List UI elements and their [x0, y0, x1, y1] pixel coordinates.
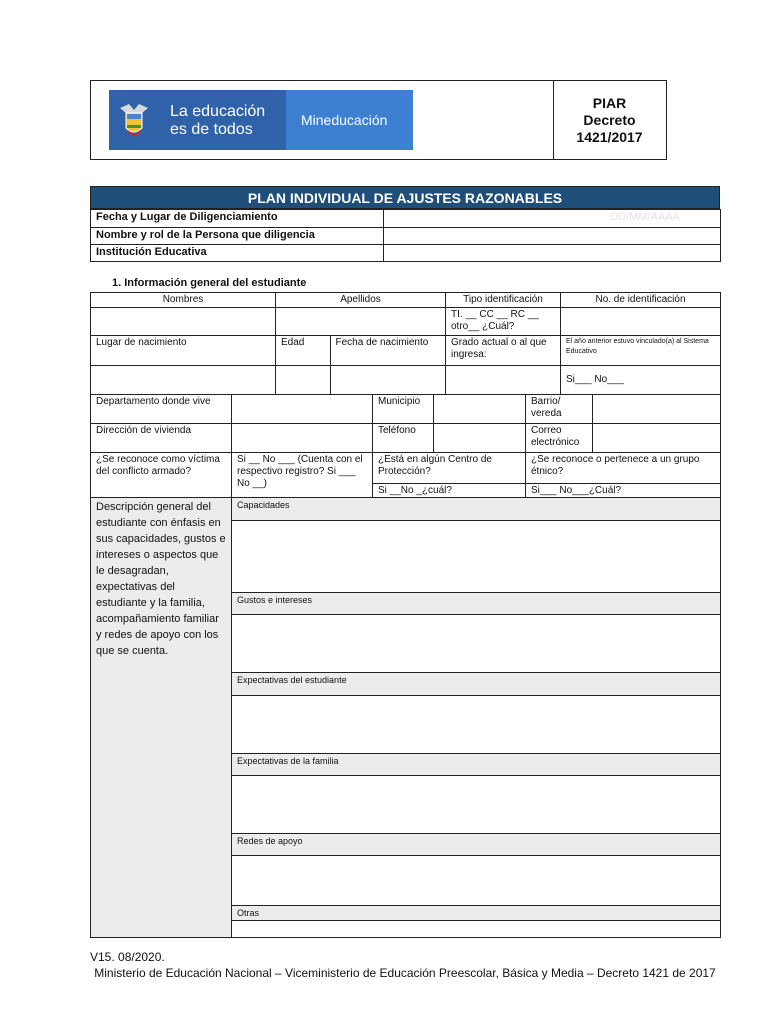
- age-field[interactable]: [276, 366, 330, 394]
- section-1-title: 1. Información general del estudiante: [112, 277, 307, 289]
- birthdate-label: Fecha de nacimiento: [335, 337, 429, 348]
- family-expectations-field[interactable]: [232, 776, 721, 834]
- doc-title-1: PIAR: [592, 94, 627, 111]
- person-role-label: Nombre y rol de la Persona que diligencia: [91, 228, 384, 245]
- others-label: Otras: [232, 906, 721, 921]
- capacities-label: Capacidades: [232, 498, 721, 521]
- protection-options[interactable]: Si __No _¿cuál?: [373, 484, 526, 499]
- municipality-field[interactable]: [434, 395, 526, 424]
- support-networks-field[interactable]: [232, 856, 721, 906]
- version-text: V15. 08/2020.: [90, 950, 165, 964]
- mineducacion-banner: [109, 90, 423, 150]
- others-field[interactable]: [232, 921, 721, 938]
- birthdate-field[interactable]: [330, 366, 445, 394]
- likes-field[interactable]: [232, 615, 721, 673]
- student-description-table: [90, 497, 721, 938]
- birthplace-label: Lugar de nacimiento: [91, 336, 276, 366]
- student-location-table: [90, 394, 721, 453]
- protection-question: ¿Está en algún Centro de Protección?: [373, 453, 526, 484]
- student-expectations-field[interactable]: [232, 696, 721, 754]
- slogan-line-2: es de todos: [170, 121, 253, 138]
- likes-label: Gustos e intereses: [232, 593, 721, 615]
- document-code: [553, 81, 666, 159]
- ministry-text: Ministerio de Educación Nacional – Viceministerio de Educación Preescolar, Básica y Media – Decreto 1421 de 2017: [94, 966, 716, 980]
- age-label: Edad: [276, 336, 330, 365]
- family-expectations-label: Expectativas de la familia: [232, 754, 721, 776]
- header-names: Nombres: [91, 293, 276, 308]
- student-identity-table: [90, 292, 721, 395]
- neighborhood-label: Barrio/ vereda: [526, 395, 593, 424]
- slogan-line-1: La educación: [170, 103, 266, 120]
- surnames-field[interactable]: [276, 308, 446, 336]
- phone-label: Teléfono: [373, 424, 434, 453]
- grade-field[interactable]: [446, 366, 561, 395]
- birthplace-field[interactable]: [91, 366, 276, 395]
- department-field[interactable]: [232, 395, 373, 424]
- header-id-type: Tipo identificación: [446, 293, 561, 308]
- ethnic-options[interactable]: Si___ No___¿Cuál?: [526, 484, 721, 499]
- date-field[interactable]: DD/MM/AAAA: [384, 210, 721, 228]
- victim-question: ¿Se reconoce como víctima del conflicto armado?: [91, 453, 232, 499]
- person-role-field[interactable]: [384, 228, 721, 245]
- municipality-label: Municipio: [373, 395, 434, 424]
- doc-title-2: Decreto: [583, 111, 636, 128]
- doc-title-3: 1421/2017: [576, 128, 643, 145]
- previous-year-label: El año anterior estuvo vinculado(a) al Sistema Educativo: [561, 336, 721, 366]
- colombia-coat-of-arms-icon: [109, 90, 159, 150]
- address-field[interactable]: [232, 424, 373, 453]
- email-field[interactable]: [593, 424, 721, 453]
- student-expectations-label: Expectativas del estudiante: [232, 673, 721, 696]
- previous-year-options[interactable]: Si___ No___: [561, 366, 721, 395]
- neighborhood-field[interactable]: [593, 395, 721, 424]
- student-status-table: [90, 452, 721, 499]
- victim-options[interactable]: Si __ No ___ (Cuenta con el respectivo registro? Si ___ No __): [232, 453, 373, 499]
- phone-field[interactable]: [434, 424, 526, 453]
- description-label: Descripción general del estudiante con énfasis en sus capacidades, gustos e intereses o aspectos que le desagradan, expectativas del estudiante y la familia, acompañamiento familiar y redes de apoyo con los que se cuenta.: [91, 498, 232, 938]
- department-label: Departamento donde vive: [91, 395, 232, 424]
- address-label: Dirección de vivienda: [91, 424, 232, 453]
- institution-field[interactable]: [384, 245, 721, 262]
- slogan: [159, 90, 286, 150]
- logo-area: [91, 81, 554, 159]
- header-surnames: Apellidos: [276, 293, 446, 308]
- id-type-options[interactable]: TI. __ CC __ RC __ otro__ ¿Cuál?: [446, 308, 561, 336]
- institution-label: Institución Educativa: [91, 245, 384, 262]
- brand-name: Mineducación: [286, 90, 413, 150]
- email-label: Correo electrónico: [526, 424, 593, 453]
- ethnic-question: ¿Se reconoce o pertenece a un grupo étnico?: [526, 453, 721, 484]
- plan-title: PLAN INDIVIDUAL DE AJUSTES RAZONABLES: [90, 186, 720, 209]
- capacities-field[interactable]: [232, 521, 721, 593]
- grade-label: Grado actual o al que ingresa:: [446, 336, 561, 366]
- names-field[interactable]: [91, 308, 276, 336]
- support-networks-label: Redes de apoyo: [232, 834, 721, 856]
- plan-info-table: [90, 209, 721, 262]
- id-number-field[interactable]: [561, 308, 721, 336]
- date-place-label: Fecha y Lugar de Diligenciamiento: [91, 210, 384, 228]
- header-id-number: No. de identificación: [561, 293, 721, 308]
- document-header: [90, 80, 667, 160]
